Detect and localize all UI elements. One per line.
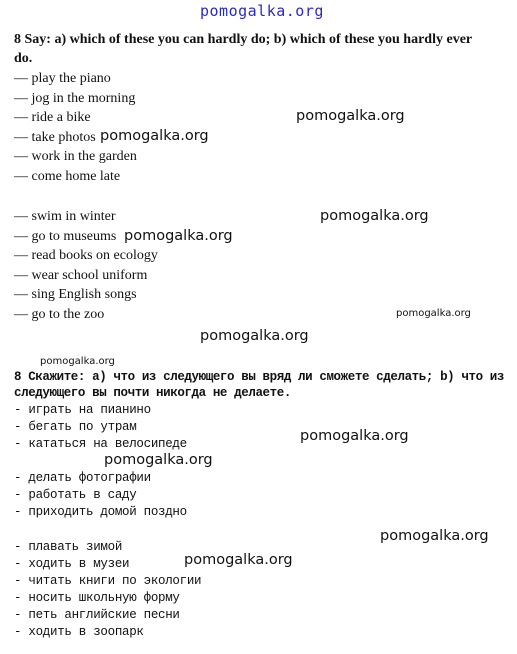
watermark-top: pomogalka.org (200, 2, 324, 20)
list-item-en: — swim in winter (14, 209, 116, 224)
list-item-en: — come home late (14, 169, 121, 184)
list-item-en: — go to the zoo (14, 307, 105, 322)
list-item-ru: - бегать по утрам (14, 420, 137, 434)
list-item-ru: - делать фотографии (14, 471, 151, 485)
watermark: pomogalka.org (296, 108, 405, 124)
list-item-ru: - плавать зимой (14, 540, 123, 554)
watermark: pomogalka.org (40, 356, 115, 367)
watermark: pomogalka.org (396, 308, 471, 319)
list-item-en: — wear school uniform (14, 268, 148, 283)
list-item-ru: - читать книги по экологии (14, 574, 202, 588)
exercise-heading-ru-line1: 8 Скажите: а) что из следующего вы вряд ли сможете сделать; b) что из (14, 370, 504, 384)
watermark: pomogalka.org (300, 428, 409, 444)
list-item-en: — take photos (14, 130, 96, 145)
watermark: pomogalka.org (184, 552, 293, 568)
watermark: pomogalka.org (320, 208, 429, 224)
list-item-en: — sing English songs (14, 287, 137, 302)
list-item-ru: - работать в саду (14, 488, 137, 502)
watermark: pomogalka.org (100, 128, 209, 144)
watermark: pomogalka.org (124, 228, 233, 244)
list-item-en: — read books on ecology (14, 248, 158, 263)
list-item-en: — work in the garden (14, 149, 137, 164)
watermark: pomogalka.org (200, 328, 309, 344)
list-item-ru: - петь английские песни (14, 608, 180, 622)
list-item-ru: - играть на пианино (14, 403, 151, 417)
list-item-ru: - кататься на велосипеде (14, 437, 187, 451)
list-item-en: — jog in the morning (14, 91, 136, 106)
exercise-heading-en-line2: do. (14, 51, 33, 66)
watermark: pomogalka.org (380, 528, 489, 544)
list-item-en: — go to museums (14, 229, 117, 244)
watermark: pomogalka.org (104, 452, 213, 468)
list-item-ru: - ходить в зоопарк (14, 625, 144, 639)
list-item-en: — play the piano (14, 71, 111, 86)
exercise-heading-en-line1: 8 Say: a) which of these you can hardly do; b) which of these you hardly ever (14, 32, 473, 47)
list-item-ru: - приходить домой поздно (14, 505, 187, 519)
exercise-heading-ru-line2: следующего вы почти никогда не делаете. (14, 386, 291, 400)
list-item-ru: - носить школьную форму (14, 591, 180, 605)
list-item-ru: - ходить в музеи (14, 557, 130, 571)
list-item-en: — ride a bike (14, 110, 91, 125)
